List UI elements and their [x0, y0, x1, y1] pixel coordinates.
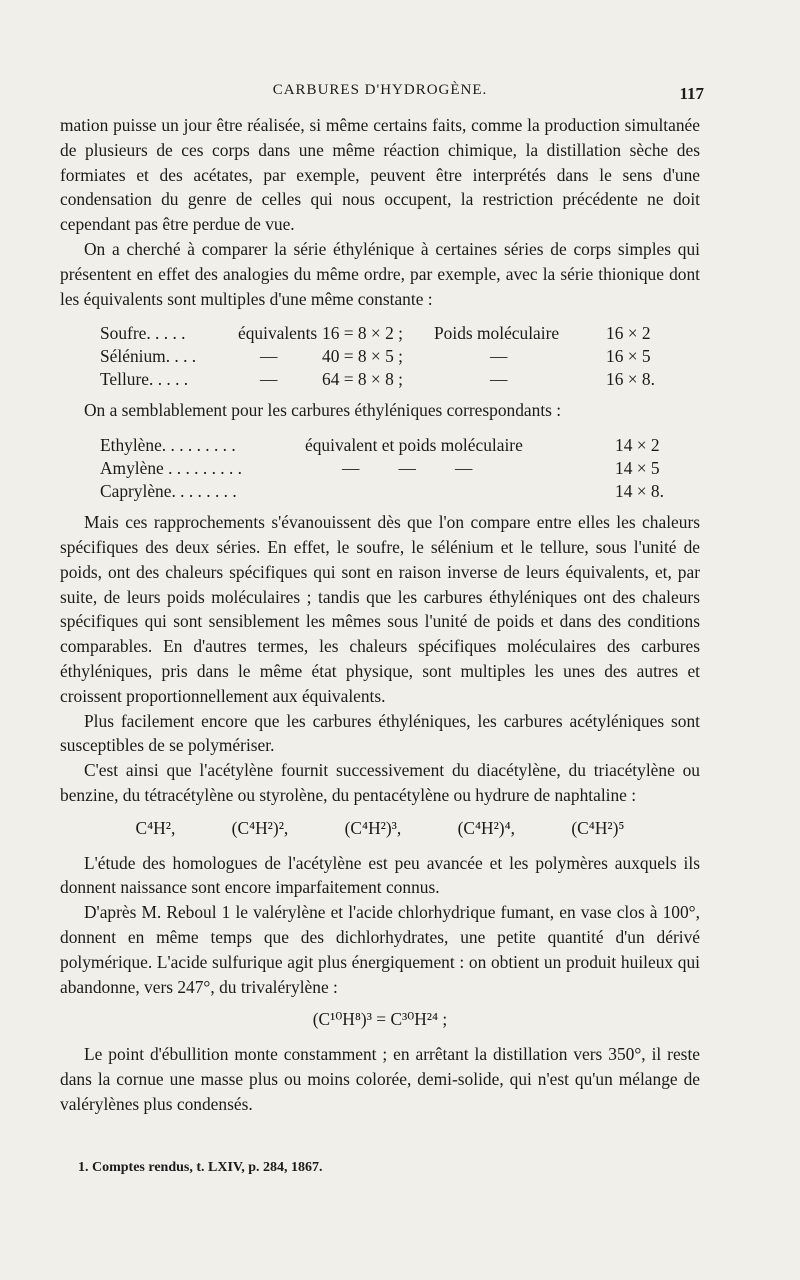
molecular-weight: 16 × 5 — [606, 346, 651, 367]
table-row — [60, 456, 700, 479]
paragraph: On a cherché à comparer la série éthylénique à certaines séries de corps simples qui présentent en effet des analogies du même ordre, par exemple, avec la série thionique dont les équivalents sont multiples d'une même constante : — [60, 238, 700, 309]
label: — — [490, 369, 508, 390]
table-row — [60, 344, 700, 367]
paragraph: mation puisse un jour être réalisée, si même certains faits, comme la production simultanée de plusieurs de ces corps dans une même réaction chimique, la distillation sèche des formiates et des acétates, par exemple, peuvent être interprétés dans le sens d'une condensation du genre de celles qui nous occupent, la restriction précédente ne doit cependant pas être perdue de vue. — [60, 115, 700, 235]
table-row — [60, 433, 700, 456]
paragraph: C'est ainsi que l'acétylène fournit successivement du diacétylène, du triacétylène ou benzine, du tétracétylène ou styrolène, du pentacétylène ou hydrure de naphtaline : — [60, 760, 700, 805]
formula: C⁴H², — [135, 817, 176, 838]
table-thionique — [60, 321, 700, 390]
table-row — [60, 367, 700, 390]
formula: (C⁴H²)⁵ — [571, 817, 625, 838]
polymer-formulas — [60, 816, 700, 841]
label: — — — — [342, 458, 473, 479]
paragraph: Plus facilement encore que les carbures éthyléniques, les carbures acétyléniques sont susceptibles de se polymériser. — [60, 710, 700, 756]
label: équivalents — [238, 323, 318, 344]
equivalent: 40 = 8 × 5 ; — [322, 346, 403, 367]
label: — — [490, 346, 508, 367]
table-ethylenique — [60, 433, 700, 502]
body-text — [60, 113, 700, 1117]
compound-name: Caprylène. . . . . . . . — [100, 481, 237, 502]
label: — — [260, 346, 278, 367]
molecular-weight: 16 × 8. — [606, 369, 655, 390]
compound-name: Amylène . . . . . . . . . — [100, 458, 243, 479]
paragraph: On a semblablement pour les carbures éthyléniques correspondants : — [84, 400, 562, 421]
table-row — [60, 479, 700, 502]
page-header — [60, 82, 704, 108]
paragraph: L'étude des homologues de l'acétylène est peu avancée et les polymères auxquels ils donnent naissance sont encore imparfaitement connus. — [60, 852, 700, 898]
label: — — [260, 369, 278, 390]
formula: (C⁴H²)³, — [344, 817, 402, 838]
paragraph: Mais ces rapprochements s'évanouissent dès que l'on compare entre elles les chaleurs spécifiques des deux séries. En effet, le soufre, le sélénium et le tellure, sous l'unité de poids, ont des chaleurs spécifiques qui sont en raison inverse de leurs équivalents, et, par suite, de leurs poids moléculaires ; tandis que les carbures éthyléniques ont des chaleurs spécifiques qui sont sensiblement les mêmes sous l'unité de poids et dans des conditions comparables. En d'autres termes, les chaleurs spécifiques moléculaires des carbures éthyléniques, pris dans le même état physique, sont multiples les unes des autres et croissent proportionnellement aux équivalents. — [60, 512, 700, 706]
page-number: 117 — [679, 84, 704, 103]
molecular-weight: 16 × 2 — [606, 323, 651, 344]
value: 14 × 2 — [615, 435, 660, 456]
paragraph: D'après M. Reboul 1 le valérylène et l'acide chlorhydrique fumant, en vase clos à 100°, donnent en même temps que des dichlorhydrates, une petite quantité d'un dérivé polymérique. L'acide sulfurique agit plus énergiquement : on obtient un produit huileux qui abandonne, vers 247°, du trivalérylène : — [60, 902, 700, 997]
footnote: 1. Comptes rendus, t. LXIV, p. 284, 1867. — [78, 1160, 323, 1175]
element-name: Sélénium. . . . — [100, 346, 197, 367]
equivalent: 16 = 8 × 2 ; — [322, 323, 403, 344]
formula: (C⁴H²)², — [231, 817, 289, 838]
trivalerylene-formula: (C¹⁰H⁸)³ = C³⁰H²⁴ ; — [312, 1009, 448, 1030]
label: équivalent et poids moléculaire — [305, 435, 523, 456]
value: 14 × 8. — [615, 481, 664, 502]
element-name: Tellure. . . . . — [100, 369, 189, 390]
formula: (C⁴H²)⁴, — [457, 817, 516, 838]
compound-name: Ethylène. . . . . . . . . — [100, 435, 236, 456]
table-row — [60, 321, 700, 344]
equivalent: 64 = 8 × 8 ; — [322, 369, 403, 390]
running-title: CARBURES D'HYDROGÈNE. — [272, 82, 488, 98]
paragraph: Le point d'ébullition monte constamment ; en arrêtant la distillation vers 350°, il reste dans la cornue une masse plus ou moins colorée, demi-solide, qui n'est qu'un mélange de valérylènes plus condensés. — [60, 1044, 700, 1114]
label: Poids moléculaire — [434, 323, 560, 344]
element-name: Soufre. . . . . — [100, 323, 186, 344]
value: 14 × 5 — [615, 458, 660, 479]
